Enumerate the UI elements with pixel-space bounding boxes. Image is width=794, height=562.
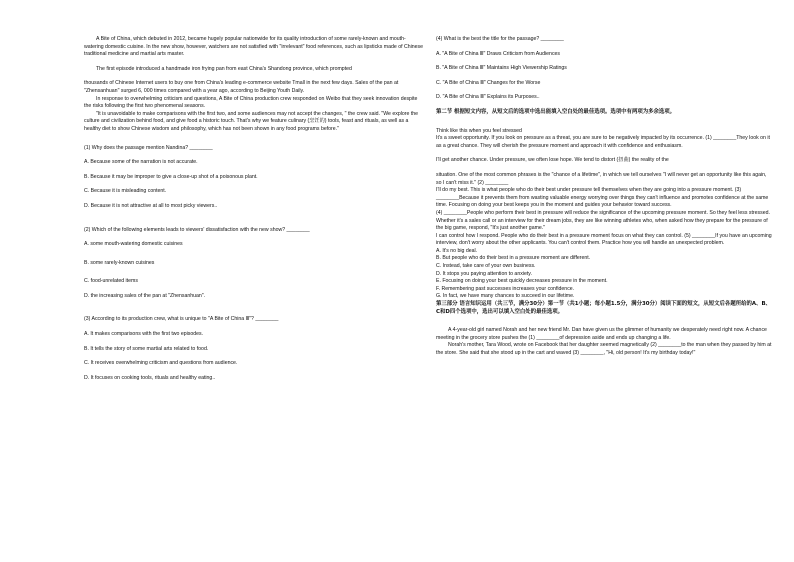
question-stem: (4) What is the best the title for the passage? ________ — [436, 36, 564, 42]
answer-option[interactable]: G. In fact, we have many chances to succeed in our lifetime. — [436, 293, 575, 300]
passage-paragraph: The first episode introduced a handmade iron frying pan from east China's Shandong province, which prompted — [96, 65, 352, 72]
answer-option[interactable]: D. the increasing sales of the pan at "Zhensanhuan". — [84, 292, 206, 299]
answer-option[interactable]: D. Because it is not attractive at all to most picky viewers.. — [84, 202, 218, 209]
answer-option[interactable]: A. It's no big deal. — [436, 247, 478, 254]
passage-paragraph: I'll get another chance. Under pressure, we often lose hope. We tend to distort (扭曲) the reality of the — [436, 157, 669, 164]
answer-option[interactable]: A. some mouth-watering domestic cuisines — [84, 241, 183, 248]
answer-option[interactable]: F. Remembering past successes increases your confidence. — [436, 285, 575, 292]
answer-option[interactable]: D. "A Bite of China Ⅲ" Explains its Purposes.. — [436, 94, 540, 101]
answer-option[interactable]: B. some rarely-known cuisines — [84, 259, 155, 266]
left-column — [84, 36, 424, 382]
answer-option[interactable]: B. Because it may be improper to give a close-up shot of a poisonous plant. — [84, 173, 258, 180]
question-stem: (3) According to its production crew, what is unique to "A Bite of China Ⅲ"? ________ — [84, 316, 279, 323]
answer-option[interactable]: C. It receives overwhelming criticism and questions from audience. — [84, 360, 238, 367]
question-stem: (2) Which of the following elements leads to viewers' dissatisfaction with the new show? ________ — [84, 226, 310, 233]
answer-option[interactable]: B. But people who do their best in a pressure moment are different. — [436, 255, 591, 262]
answer-option[interactable]: C. Instead, take care of your own business. — [436, 263, 536, 270]
passage-paragraph: (4) ________People who perform their best in pressure will reduce the significance of the upcoming pressure moment. So they feel less stressed. Whether it's a sales call or an interview for their dream jobs, they are like winning athletes who, when asked how they prepare for the pressure of the big game, respond, "It's just another game." — [436, 209, 770, 232]
passage-paragraph: "It is unavoidable to make comparisons with the first two, and some audiences may not accept the changes, " the crew said. "We explore the culture and civilization behind food, and give food a historic touch. That's why we feature culinary (烹饪的) tools, feast and rituals, as well as a healthy diet to show Chinese wisdom and philosophy, which has not been shown in any food programs before." — [84, 110, 419, 132]
right-column — [436, 36, 772, 358]
passage-title: Think like this when you feel stressed — [436, 127, 522, 134]
answer-option[interactable]: C. food-unrelated items — [84, 278, 138, 285]
answer-option[interactable]: D. It focuses on cooking tools, rituals and healthy eating.. — [84, 374, 216, 381]
answer-option[interactable]: C. Because it is misleading content. — [84, 188, 167, 195]
answer-option[interactable]: A. It makes comparisons with the first two episodes. — [84, 331, 204, 338]
passage-paragraph: thousands of Chinese Internet users to buy one from China's leading e-commerce website Tmall in the next few days. Sales of the pan at "Zhensanhuan" surged 6, 000 times compared with a year ago, according to Beijing Youth Daily. — [84, 80, 399, 94]
passage-paragraph: Norah's mother, Tara Wood, wrote on Facebook that her daughter seemed magnetically (2) ________to the man when they passed by him at the store. She said that she stood up in the cart and waved (3) ________, "Hi, old person! It's my birthday today!" — [436, 342, 772, 356]
question-stem: (1) Why does the passage mention Nandina? ________ — [84, 144, 213, 151]
section-header: 第三部分 语言知识运用（共三节，满分30分）第一节（共1小题；每小题1.5分，满分30分）阅读下面的短文，从短文后各题所给的A、B、C和D四个选项中，选出可以填入空白处的最佳选项。 — [436, 301, 771, 315]
answer-option[interactable]: A. "A Bite of China Ⅲ" Draws Criticism from Audiences — [436, 50, 561, 57]
passage-paragraph: I'll do my best. This is what people who do their best under pressure tell themselves when they are going into a pressure moment. (3) ________Because it prevents them from wasting valuable energy worrying over things they can't influence and promotes confidence at the same time. Focusing on doing your best keeps you in the moment and guides your behavior toward success. — [436, 187, 769, 209]
answer-option[interactable]: D. It stops you paying attention to anxiety. — [436, 270, 532, 277]
passage-paragraph: I can control how I respond. People who do their best in a pressure moment focus on what they can control. (5) ________If you have an upcoming interview, don't worry about the other applicants. You can't control them. Practice how you will handle an unexpected problem. — [436, 232, 772, 247]
section-header: 第二节 根据短文内容，从短文后的选项中选出能填入空白处的最佳选项。选项中有两项为多余选项。 — [436, 108, 676, 115]
answer-option[interactable]: B. It tells the story of some martial arts related to food. — [84, 345, 209, 352]
passage-paragraph: In response to overwhelming criticism and questions, A Bite of China production crew responded on Weibo that they seek innovation despite the risks following the first two phenomenal seasons. — [84, 95, 418, 110]
passage-paragraph: A Bite of China, which debuted in 2012, became hugely popular nationwide for its quality introduction of some rarely-known and mouth-watering domestic cuisine. In the new show, however, watchers are not satisfied with "irrelevant" food references, such as lipsticks made of Chinese traditional medicine and martial arts master. — [84, 36, 424, 58]
answer-option[interactable]: B. "A Bite of China Ⅲ" Maintains High Viewership Ratings — [436, 65, 567, 72]
answer-option[interactable]: E. Focusing on doing your best quickly decreases pressure in the moment. — [436, 278, 608, 285]
passage-paragraph: A 4-year-old girl named Norah and her new friend Mr. Dan have given us the glimmer of humanity we desperately need right now. A chance meeting in the grocery store pushes the (1) ________of depression aside and ends up changing a life. — [436, 327, 767, 341]
answer-option[interactable]: A. Because some of the narration is not accurate. — [84, 159, 198, 166]
passage-paragraph: situation. One of the most common phrases is the "chance of a lifetime", in which we tell ourselves "I will never get an opportunity like this again, so I can't miss it." (2) ________ — [436, 171, 767, 186]
passage-paragraph: It's a sweet opportunity. If you look on pressure as a threat, you are sure to be negatively impacted by its occurrence. (1) ________They look on it as a great chance. They will cherish the pressure moment and approach it with confidence and enthusiasm. — [436, 135, 770, 149]
answer-option[interactable]: C. "A Bite of China Ⅲ" Changes for the Worse — [436, 79, 541, 86]
